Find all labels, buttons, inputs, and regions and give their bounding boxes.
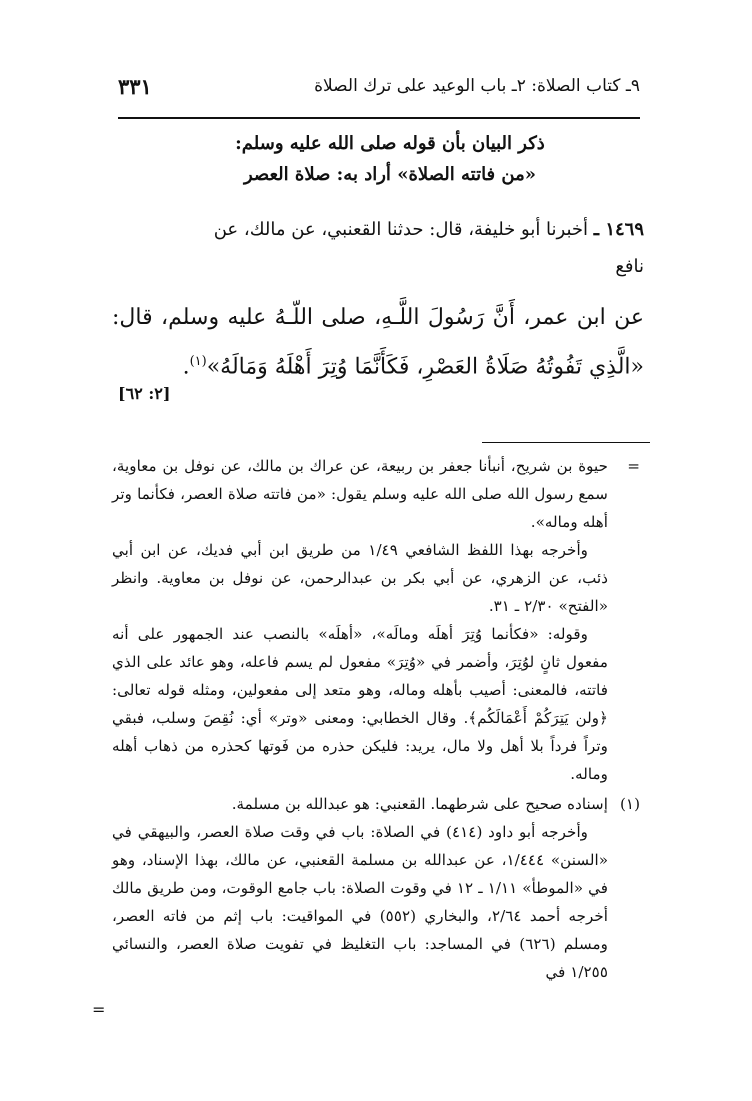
hadith-matn <box>112 296 644 389</box>
heading-line-1: ذكر البيان بأن قوله صلى الله عليه وسلم: <box>235 133 545 154</box>
page-number: ٣٣١ <box>118 74 152 99</box>
footnote-paragraph: وأخرجه بهذا اللفظ الشافعي ١/٤٩ من طريق ابن أبي فديك، عن ابن أبي ذئب، عن الزهري، عن أبي بكر بن عبدالرحمن، عن نوفل بن معاوية. وانظر «الفتح» ٢/٣٠ ـ ٣١. <box>112 541 608 615</box>
continued-marker: = <box>92 1000 106 1019</box>
footnote-paragraph: حيوة بن شريح، أنبأنا جعفر بن ربيعة، عن عراك بن مالك، عن نوفل بن معاوية، سمع رسول الله صلى الله عليه وسلم يقول: «من فاتته صلاة العصر، فكأنما وتر أهله وماله». <box>112 457 608 531</box>
matn-end: . <box>182 354 190 380</box>
running-header <box>118 76 640 108</box>
footnotes <box>112 452 640 986</box>
header-title: ٩ـ كتاب الصلاة: ٢ـ باب الوعيد على ترك الصلاة <box>314 76 640 96</box>
continuation-marker: = <box>627 457 640 475</box>
hadith-block <box>112 212 644 389</box>
footnote-1-marker: (١) <box>619 795 640 813</box>
footnote-1 <box>112 790 640 986</box>
chapter-heading <box>140 128 640 190</box>
isnad-text: أخبرنا أبو خليفة، قال: حدثنا القعنبي، عن مالك، عن <box>213 219 589 240</box>
header-rule <box>118 117 640 119</box>
matn-text: عن ابن عمر، أَنَّ رَسُولَ اللَّـهِ، صلى اللّـهُ عليه وسلم، قال: «الَّذِي تَفُوتُهُ صَلَاةُ العَصْرِ، فَكَأَنَّمَا وُتِرَ أَهْلَهُ وَمَالَهُ» <box>112 305 644 380</box>
isnad-end: نافع <box>615 256 644 277</box>
hadith-reference: [٢: ٦٢] <box>118 384 171 403</box>
footnote-ref: (١) <box>189 354 207 369</box>
footnote-paragraph: إسناده صحيح على شرطهما. القعنبي: هو عبدالله بن مسلمة. <box>231 795 608 813</box>
hadith-isnad <box>112 212 644 248</box>
footnote-paragraph: وأخرجه أبو داود (٤١٤) في الصلاة: باب في وقت صلاة العصر، والبيهقي في «السنن» ١/٤٤٤، عن عبدالله بن مسلمة القعنبي، عن مالك، بهذا الإسناد، وهو في «الموطأ» ١/١١ ـ ١٢ في وقوت الصلاة: باب جامع الوقوت، ومن طريق مالك أخرجه أحمد ٢/٦٤، والبخاري (٥٥٢) في المواقيت: باب إثم من فاته العصر، ومسلم (٦٢٦) في المساجد: باب التغليظ في تفويت صلاة العصر، والنسائي ١/٢٥٥ في <box>112 823 609 981</box>
heading-line-2: «من فاتته الصلاة» أراد به: صلاة العصر <box>243 164 537 185</box>
footnote-rule <box>482 442 650 443</box>
footnote-paragraph: وقوله: «فكأنما وُتِرَ أهلَه ومالَه»، «أهلَه» بالنصب عند الجمهور على أنه مفعول ثانٍ لوُتِرَ، وأضمر في «وُتِرَ» مفعول لم يسم فاعله، وهو عائد على الذي فاتته، فالمعنى: أصيب بأهله وماله، وهو متعد إلى مفعولين، ومثله قوله تعالى: ﴿ولن يَتِرَكُمْ أَعْمَالَكُم﴾. وقال الخطابي: ومعنى «وتر» أي: نُقِصَ وسلب، فبقي وتراً فرداً بلا أهل ولا مال، يريد: فليكن حذره من فَوتها كحذره من ذهاب أهله وماله. <box>112 625 608 783</box>
footnote-continuation <box>112 452 640 788</box>
hadith-number: ١٤٦٩ ـ <box>593 219 644 240</box>
